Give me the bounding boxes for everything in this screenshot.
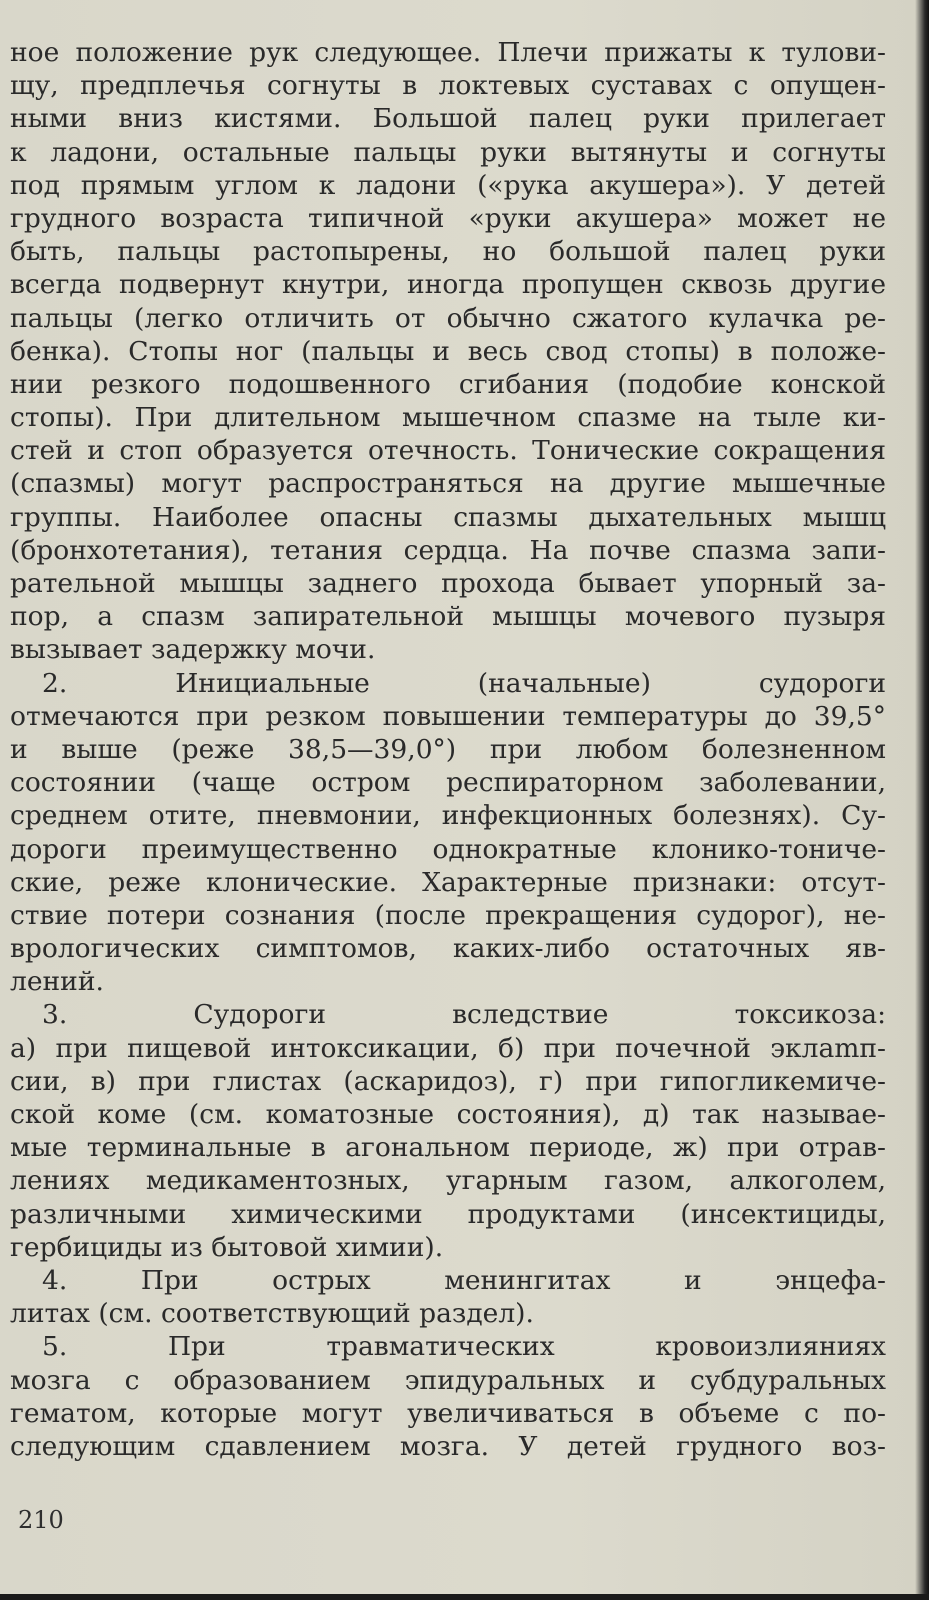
text-line: ствие потери сознания (после прекращения судорог), не- (10, 899, 886, 931)
text-line: 2. Инициальные (начальные) судороги (42, 667, 886, 699)
text-line: сии, в) при глистах (аскаридоз), г) при гипогликемиче- (10, 1065, 886, 1097)
text-line: под прямым углом к ладони («рука акушера»). У детей (10, 169, 886, 201)
page-bottom-edge (0, 1594, 929, 1600)
text-line: 4. При острых менингитах и энцефа- (42, 1264, 886, 1296)
text-line: рательной мышцы заднего прохода бывает упорный за- (10, 568, 886, 599)
text-line: гематом, которые могут увеличиваться в объеме с по- (10, 1397, 886, 1429)
text-line: пальцы (легко отличить от обычно сжатого кулачка ре- (10, 302, 886, 334)
text-line: следующим сдавлением мозга. У детей грудного воз- (10, 1430, 886, 1462)
body-text (10, 36, 886, 1463)
text-line: (спазмы) могут распространяться на другие мышечные (10, 468, 886, 500)
text-line: нии резкого подошвенного сгибания (подобие конской (10, 368, 886, 400)
text-line: группы. Наиболее опасны спазмы дыхательных мышц (10, 501, 886, 533)
text-line: грудного возраста типичной «руки акушера» может не (10, 202, 886, 234)
text-line: ными вниз кистями. Большой палец руки прилегает (10, 103, 886, 135)
text-line: среднем отите, пневмонии, инфекционных болезнях). Су- (10, 800, 886, 832)
text-line: состоянии (чаще остром респираторном заболевании, (10, 767, 886, 799)
text-line: лениях медикаментозных, угарным газом, алкоголем, (10, 1165, 886, 1197)
text-line: щу, предплечья согнуты в локтевых суставах с опущен- (10, 70, 886, 102)
text-line: мозга с образованием эпидуральных и субдуральных (10, 1364, 886, 1396)
text-line: (бронхотетания), тетания сердца. На почве спазма запи- (10, 534, 886, 566)
page-number: 210 (18, 1506, 64, 1534)
text-line: ное положение рук следующее. Плечи прижаты к тулови- (10, 37, 886, 68)
text-line: а) при пищевой интоксикации, б) при почечной эклamп- (10, 1032, 886, 1064)
text-line: и выше (реже 38,5—39,0°) при любом болезненном (10, 733, 886, 765)
text-line: литах (см. соответствующий раздел). (10, 1298, 534, 1330)
text-line: врологических симптомов, каких-либо остаточных яв- (10, 933, 886, 965)
text-line: 5. При травматических кровоизлияниях (42, 1331, 886, 1363)
text-line: лений. (10, 966, 104, 998)
text-line: пор, а спазм запирательной мышцы мочевого пузыря (10, 601, 886, 633)
text-line: стей и стоп образуется отечность. Тонические сокращения (10, 435, 886, 467)
text-line: стопы). При длительном мышечном спазме на тыле ки- (10, 402, 886, 434)
text-line: 3. Судороги вследствие токсикоза: (42, 999, 886, 1031)
text-line: ские, реже клонические. Характерные признаки: отсут- (10, 866, 886, 898)
text-line: дороги преимущественно однократные клонико-тониче- (10, 833, 886, 865)
page-edge-shadow (915, 0, 929, 1600)
text-line: быть, пальцы растопырены, но большой палец руки (10, 236, 886, 268)
text-line: к ладони, остальные пальцы руки вытянуты и согнуты (10, 136, 886, 168)
text-line: бенка). Стопы ног (пальцы и весь свод стопы) в положе- (10, 335, 886, 367)
text-line: ской коме (см. коматозные состояния), д) так называе- (10, 1099, 886, 1130)
text-line: гербициды из бытовой химии). (10, 1231, 444, 1263)
text-line: различными химическими продуктами (инсектициды, (10, 1198, 886, 1230)
text-line: вызывает задержку мочи. (10, 634, 376, 666)
text-line: мые терминальные в агональном периоде, ж) при отрав- (10, 1132, 886, 1164)
text-line: отмечаются при резком повышении температуры до 39,5° (10, 700, 886, 732)
text-line: всегда подвернут кнутри, иногда пропущен сквозь другие (10, 269, 886, 301)
